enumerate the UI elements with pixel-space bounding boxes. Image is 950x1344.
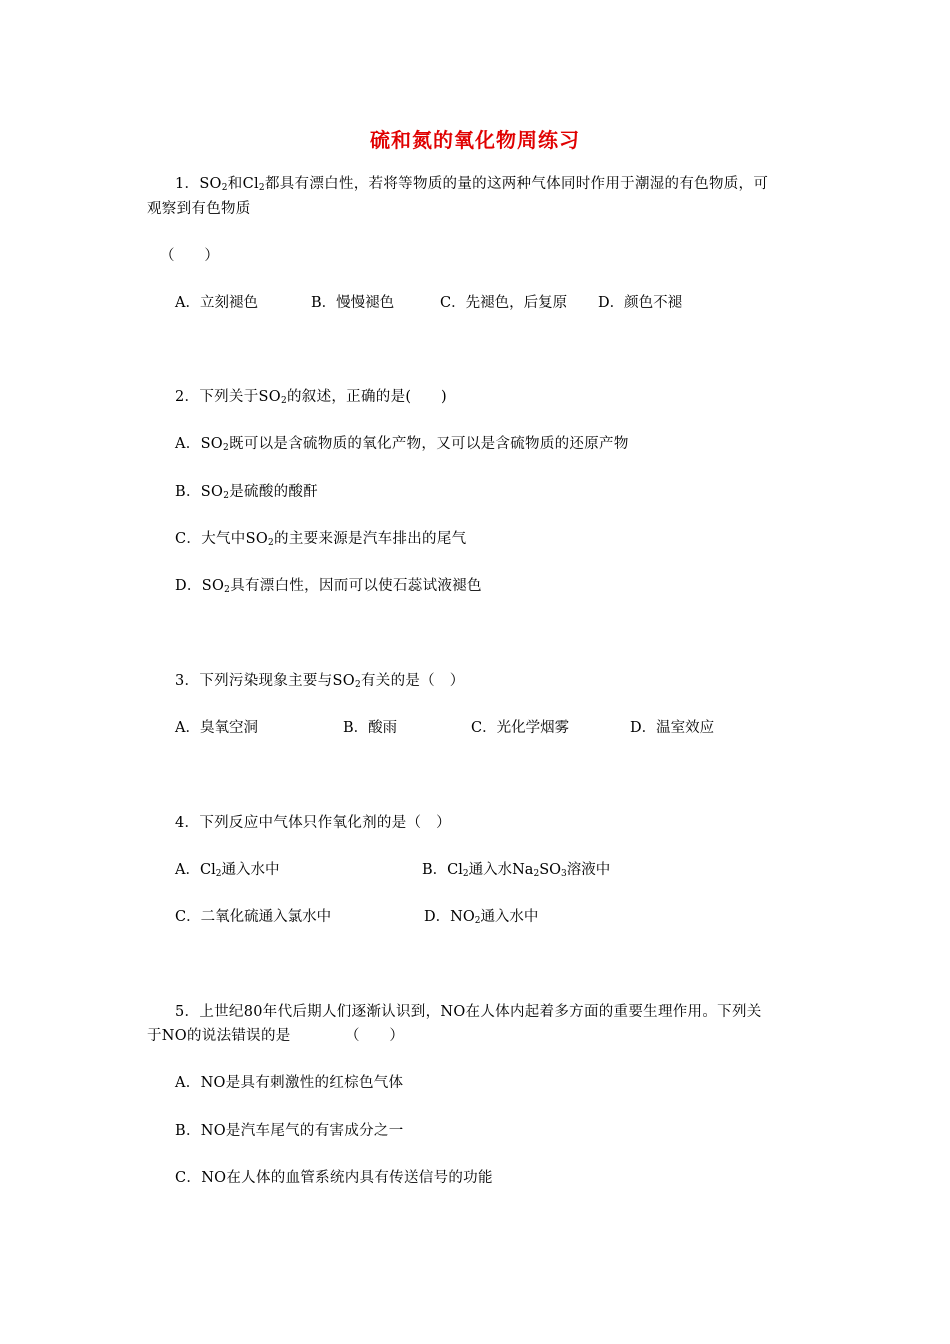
q5-option-c: C．NO在人体的血管系统内具有传送信号的功能 — [175, 1170, 493, 1186]
q5-stem-line2: 于NO的说法错误的是 — [147, 1028, 291, 1044]
q4-sub: 2 — [462, 869, 469, 879]
q2-text: 的主要来源是汽车排出的尾气 — [274, 531, 467, 547]
q1-answer-paren: （ ） — [160, 248, 220, 264]
q2-text: 既可以是含硫物质的氧化产物，又可以是含硫物质的还原产物 — [229, 436, 629, 452]
q2-text: D．SO — [175, 578, 225, 594]
q1-stem-line1 — [175, 174, 768, 194]
q2-text: 具有漂白性，因而可以使石蕊试液褪色 — [230, 578, 482, 594]
q2-sub: 2 — [223, 443, 230, 453]
q3-text: 有关的是（ ） — [360, 673, 465, 689]
q2-sub: 2 — [223, 491, 230, 501]
q2-option-a — [175, 434, 629, 454]
q4-text: SO — [539, 862, 562, 878]
q2-text: 是硫酸的酸酐 — [229, 484, 319, 500]
q1-sub: 2 — [258, 183, 265, 193]
q4-option-d — [424, 907, 538, 927]
q4-sub: 3 — [561, 869, 567, 879]
q2-text: 的叙述，正确的是( ) — [286, 389, 447, 405]
q5-answer-paren: （ ） — [345, 1028, 405, 1044]
q5-option-b: B．NO是汽车尾气的有害成分之一 — [175, 1123, 404, 1139]
q2-option-d — [175, 576, 482, 596]
q1-option-d: D．颜色不褪 — [598, 295, 683, 311]
q4-sub: 2 — [215, 869, 222, 879]
q4-sub: 2 — [533, 869, 540, 879]
q4-text: B．Cl — [422, 862, 463, 878]
q3-option-b: B．酸雨 — [343, 720, 398, 736]
q3-option-d: D．温室效应 — [630, 720, 715, 736]
q2-text: C．大气中SO — [175, 531, 269, 547]
q2-sub: 2 — [280, 396, 287, 406]
q2-sub: 2 — [268, 538, 275, 548]
q1-sub: 2 — [221, 183, 228, 193]
q4-text: D．NO — [424, 909, 475, 925]
q3-sub: 2 — [354, 680, 361, 690]
q4-option-b — [422, 860, 610, 880]
q4-sub: 2 — [474, 916, 481, 926]
q2-stem — [175, 387, 447, 407]
page-title: 硫和氮的氧化物周练习 — [370, 128, 580, 152]
q4-option-a — [175, 860, 279, 880]
q1-text: SO — [199, 176, 222, 192]
q1-option-a: A．立刻褪色 — [175, 295, 258, 311]
q1-number: 1． — [175, 176, 200, 192]
q5-option-a: A．NO是具有刺激性的红棕色气体 — [175, 1075, 404, 1091]
q2-text: A．SO — [175, 436, 223, 452]
q2-option-c — [175, 529, 466, 549]
q4-option-c: C．二氧化硫通入氯水中 — [175, 909, 332, 925]
q4-text: A．Cl — [175, 862, 216, 878]
q2-sub: 2 — [224, 585, 231, 595]
q1-text: 都具有漂白性，若将等物质的量的这两种气体同时作用于潮湿的有色物质，可 — [264, 176, 769, 192]
q1-option-b: B．慢慢褪色 — [311, 295, 395, 311]
q2-text: 2．下列关于SO — [175, 389, 281, 405]
q3-option-a: A．臭氧空洞 — [175, 720, 258, 736]
q2-option-b — [175, 482, 318, 502]
q5-stem-line1: 5．上世纪80年代后期人们逐渐认识到，NO在人体内起着多方面的重要生理作用。下列关 — [175, 1004, 762, 1020]
q4-text: 通入水中 — [480, 909, 539, 925]
q4-stem: 4．下列反应中气体只作氧化剂的是（ ） — [175, 815, 451, 831]
q3-option-c: C．光化学烟雾 — [471, 720, 570, 736]
q3-text: 3．下列污染现象主要与SO — [175, 673, 355, 689]
q4-text: 通入水Na — [468, 862, 534, 878]
q3-stem — [175, 671, 465, 691]
q2-text: B．SO — [175, 484, 224, 500]
q4-text: 溶液中 — [566, 862, 611, 878]
q4-text: 通入水中 — [221, 862, 280, 878]
q1-option-c: C．先褪色，后复原 — [440, 295, 568, 311]
q1-text: 和Cl — [227, 176, 259, 192]
q1-stem-line2: 观察到有色物质 — [147, 201, 251, 217]
